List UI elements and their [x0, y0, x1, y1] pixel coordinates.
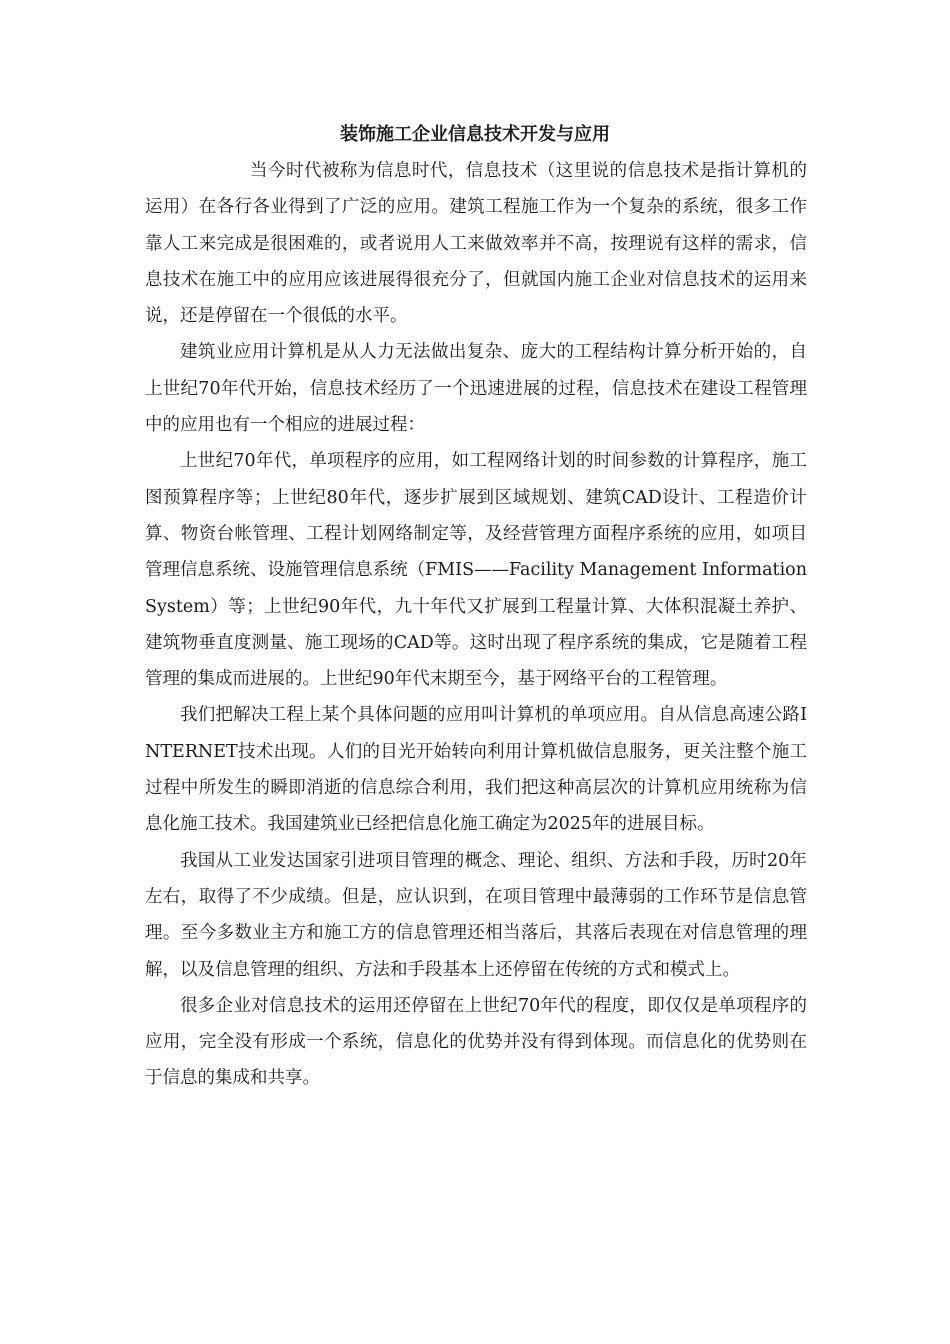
paragraph-project-management: 我国从工业发达国家引进项目管理的概念、理论、组织、方法和手段，历时20年左右，取得了不少成绩。但是，应认识到，在项目管理中最薄弱的工作环节是信息管理。至今多数业主方和施工方的信息管理还相当落后，其落后表现在对信息管理的理解，以及信息管理的组织、方法和手段基本上还停留在传统的方式和模式上。 — [145, 850, 807, 980]
paragraph-intro: 当今时代被称为信息时代，信息技术（这里说的信息技术是指计算机的运用）在各行各业得到了广泛的应用。建筑工程施工作为一个复杂的系统，很多工作靠人工来完成是很困难的，或者说用人工来做效率并不高，按理说有这样的需求，信息技术在施工中的应用应该进展得很充分了，但就国内施工企业对信息技术的运用来说，还是停留在一个很低的水平。 — [145, 161, 807, 327]
document-body — [145, 153, 807, 1097]
paragraph-computer-history: 建筑业应用计算机是从人力无法做出复杂、庞大的工程结构计算分析开始的，自上世纪70年代开始，信息技术经历了一个迅速进展的过程，信息技术在建设工程管理中的应用也有一个相应的进展过程： — [145, 342, 807, 436]
paragraph-single-application: 我们把解决工程上某个具体问题的应用叫计算机的单项应用。自从信息高速公路INTERNET技术出现。人们的目光开始转向利用计算机做信息服务，更关注整个施工过程中所发生的瞬即消逝的信息综合利用，我们把这种高层次的计算机应用统称为信息化施工技术。我国建筑业已经把信息化施工确定为2025年的进展目标。 — [145, 705, 807, 835]
paragraph-decades-timeline: 上世纪70年代，单项程序的应用，如工程网络计划的时间参数的计算程序，施工图预算程序等；上世纪80年代，逐步扩展到区域规划、建筑CAD设计、工程造价计算、物资台帐管理、工程计划网络制定等，及经营管理方面程序系统的应用，如项目管理信息系统、设施管理信息系统（FMIS——Facility Management Information System）等；上世纪90年代，九十年代又扩展到工程量计算、大体积混凝土养护、建筑物垂直度测量、施工现场的CAD等。这时出现了程序系统的集成，它是随着工程管理的集成而进展的。上世纪90年代末期至今，基于网络平台的工程管理。 — [145, 451, 807, 690]
paragraph-conclusion: 很多企业对信息技术的运用还停留在上世纪70年代的程度，即仅仅是单项程序的应用，完全没有形成一个系统，信息化的优势并没有得到体现。而信息化的优势则在于信息的集成和共享。 — [145, 995, 807, 1089]
document-title: 装饰施工企业信息技术开发与应用 — [340, 124, 610, 145]
